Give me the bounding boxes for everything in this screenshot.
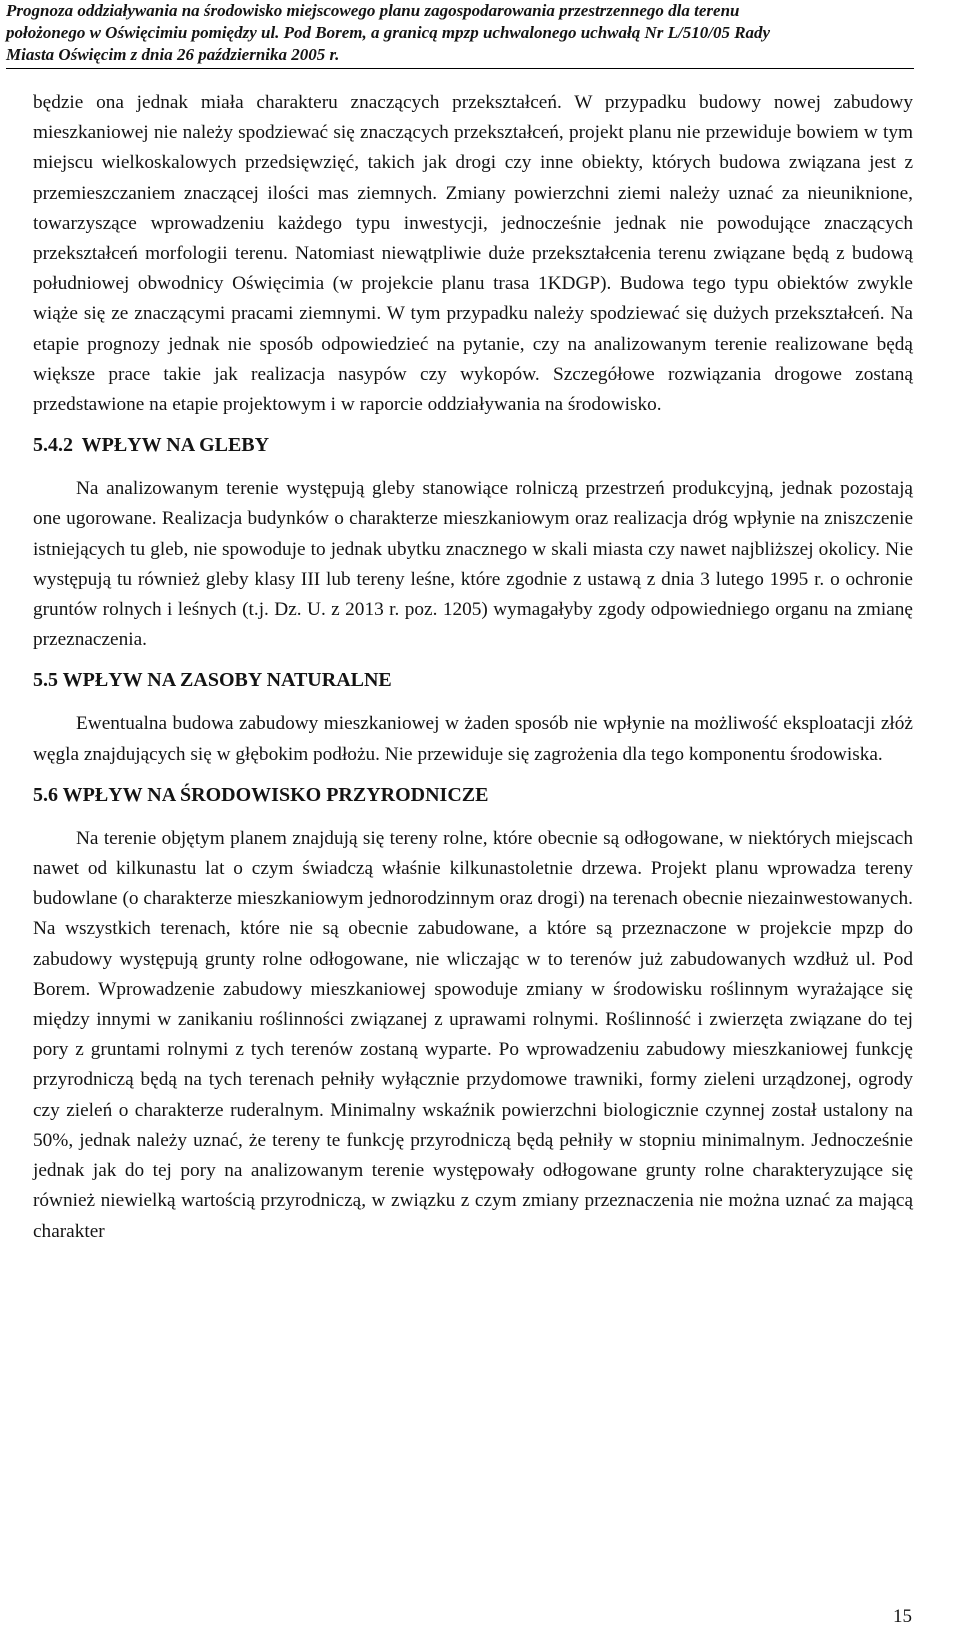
header-divider <box>6 68 914 69</box>
paragraph-soils: Na analizowanym terenie występują gleby stanowiące rolniczą przestrzeń produkcyjną, jednak pozostają one ugorowane. Realizacja budynków o charakterze mieszkaniowym oraz realizacja dróg wpłynie na zniszczenie istniejących tu gleb, nie spowoduje to jednak ubytku znacznego w skali miasta czy nawet najbliższej okolicy. Nie występują tu również gleby klasy III lub tereny leśne, które zgodnie z ustawą z dnia 3 lutego 1995 r. o ochronie gruntów rolnych i leśnych (t.j. Dz. U. z 2013 r. poz. 1205) wymagałyby zgody odpowiedniego organu na zmianę przeznaczenia. <box>33 478 913 651</box>
document-header <box>6 0 914 66</box>
section-heading-5-4-2 <box>33 430 913 460</box>
document-body <box>33 88 913 1247</box>
header-line-1: Prognoza oddziaływania na środowisko miejscowego planu zagospodarowania przestrzennego dla terenu <box>6 1 740 20</box>
header-line-2: położonego w Oświęcimiu pomiędzy ul. Pod Borem, a granicą mpzp uchwalonego uchwałą Nr L/510/05 Rady <box>6 23 771 42</box>
page-number: 15 <box>893 1606 912 1627</box>
header-line-3: Miasta Oświęcim z dnia 26 października 2005 r. <box>6 45 340 64</box>
section-number: 5.4.2 <box>33 434 73 457</box>
paragraph-earth-surface: będzie ona jednak miała charakteru znaczących przekształceń. W przypadku budowy nowej zabudowy mieszkaniowej nie należy spodziewać się znaczących przekształceń, projekt planu nie przewiduje bowiem w tym miejscu wielkoskalowych przedsięwzięć, takich jak drogi czy inne obiekty, których budowa związana jest z przemieszczaniem znaczącej ilości mas ziemnych. Zmiany powierzchni ziemi należy uznać za nieuniknione, towarzyszące wprowadzeniu każdego typu inwestycji, jednocześnie jednak nie powodujące znaczących przekształceń morfologii terenu. Natomiast niewątpliwie duże przekształcenia terenu związane będą z budową południowej obwodnicy Oświęcimia (w projekcie planu trasa 1KDGP). Budowa tego typu obiektów zwykle wiąże się ze znaczącymi pracami ziemnymi. W tym przypadku należy spodziewać się dużych przekształceń. Na etapie prognozy jednak nie sposób odpowiedzieć na pytanie, czy na analizowanym terenie realizowane będą większe prace takie jak realizacja nasypów czy wykopów. Szczegółowe rozwiązania drogowe zostaną przedstawione na etapie projektowym i w raporcie oddziaływania na środowisko. <box>33 92 913 416</box>
paragraph-natural-resources: Ewentualna budowa zabudowy mieszkaniowej w żaden sposób nie wpłynie na możliwość eksploatacji złóż węgla znajdujących się w głębokim podłożu. Nie przewiduje się zagrożenia dla tego komponentu środowiska. <box>33 713 913 765</box>
section-heading-5-6: 5.6 WPŁYW NA ŚRODOWISKO PRZYRODNICZE <box>33 783 489 806</box>
section-title: WPŁYW NA GLEBY <box>81 434 270 457</box>
section-heading-5-5: 5.5 WPŁYW NA ZASOBY NATURALNE <box>33 669 392 692</box>
paragraph-natural-environment: Na terenie objętym planem znajdują się tereny rolne, które obecnie są odłogowane, w niektórych miejscach nawet od kilkunastu lat o czym świadczą właśnie kilkunastoletnie drzewa. Projekt planu wprowadza tereny budowlane (o charakterze mieszkaniowym jednorodzinnym oraz drogi) na terenach obecnie niezainwestowanych. Na wszystkich terenach, które nie są obecnie zabudowane, a które są przeznaczone w projekcie mpzp do zabudowy występują grunty rolne odłogowane, nie wliczając w to terenów już zabudowanych wzdłuż ul. Pod Borem. Wprowadzenie zabudowy mieszkaniowej spowoduje zmiany w środowisku roślinnym wyrażające się między innymi w zanikaniu roślinności związanej z uprawami rolnymi. Roślinność i zwierzęta związane do tej pory z gruntami rolnymi z tych terenów zostaną wyparte. Po wprowadzeniu zabudowy mieszkaniowej funkcję przyrodniczą będą na tych terenach pełniły wyłącznie przydomowe trawniki, formy zieleni urządzonej, ogrody czy zieleń o charakterze ruderalnym. Minimalny wskaźnik powierzchni biologicznie czynnej został ustalony na 50%, jednak należy uznać, że tereny te funkcję przyrodniczą będą pełniły w stopniu minimalnym. Jednocześnie jednak jak do tej pory na analizowanym terenie występowały odłogowane grunty rolne charakteryzujące się również niewielką wartością przyrodniczą, w związku z czym zmiany przeznaczenia nie można uznać za mającą charakter <box>33 827 913 1242</box>
